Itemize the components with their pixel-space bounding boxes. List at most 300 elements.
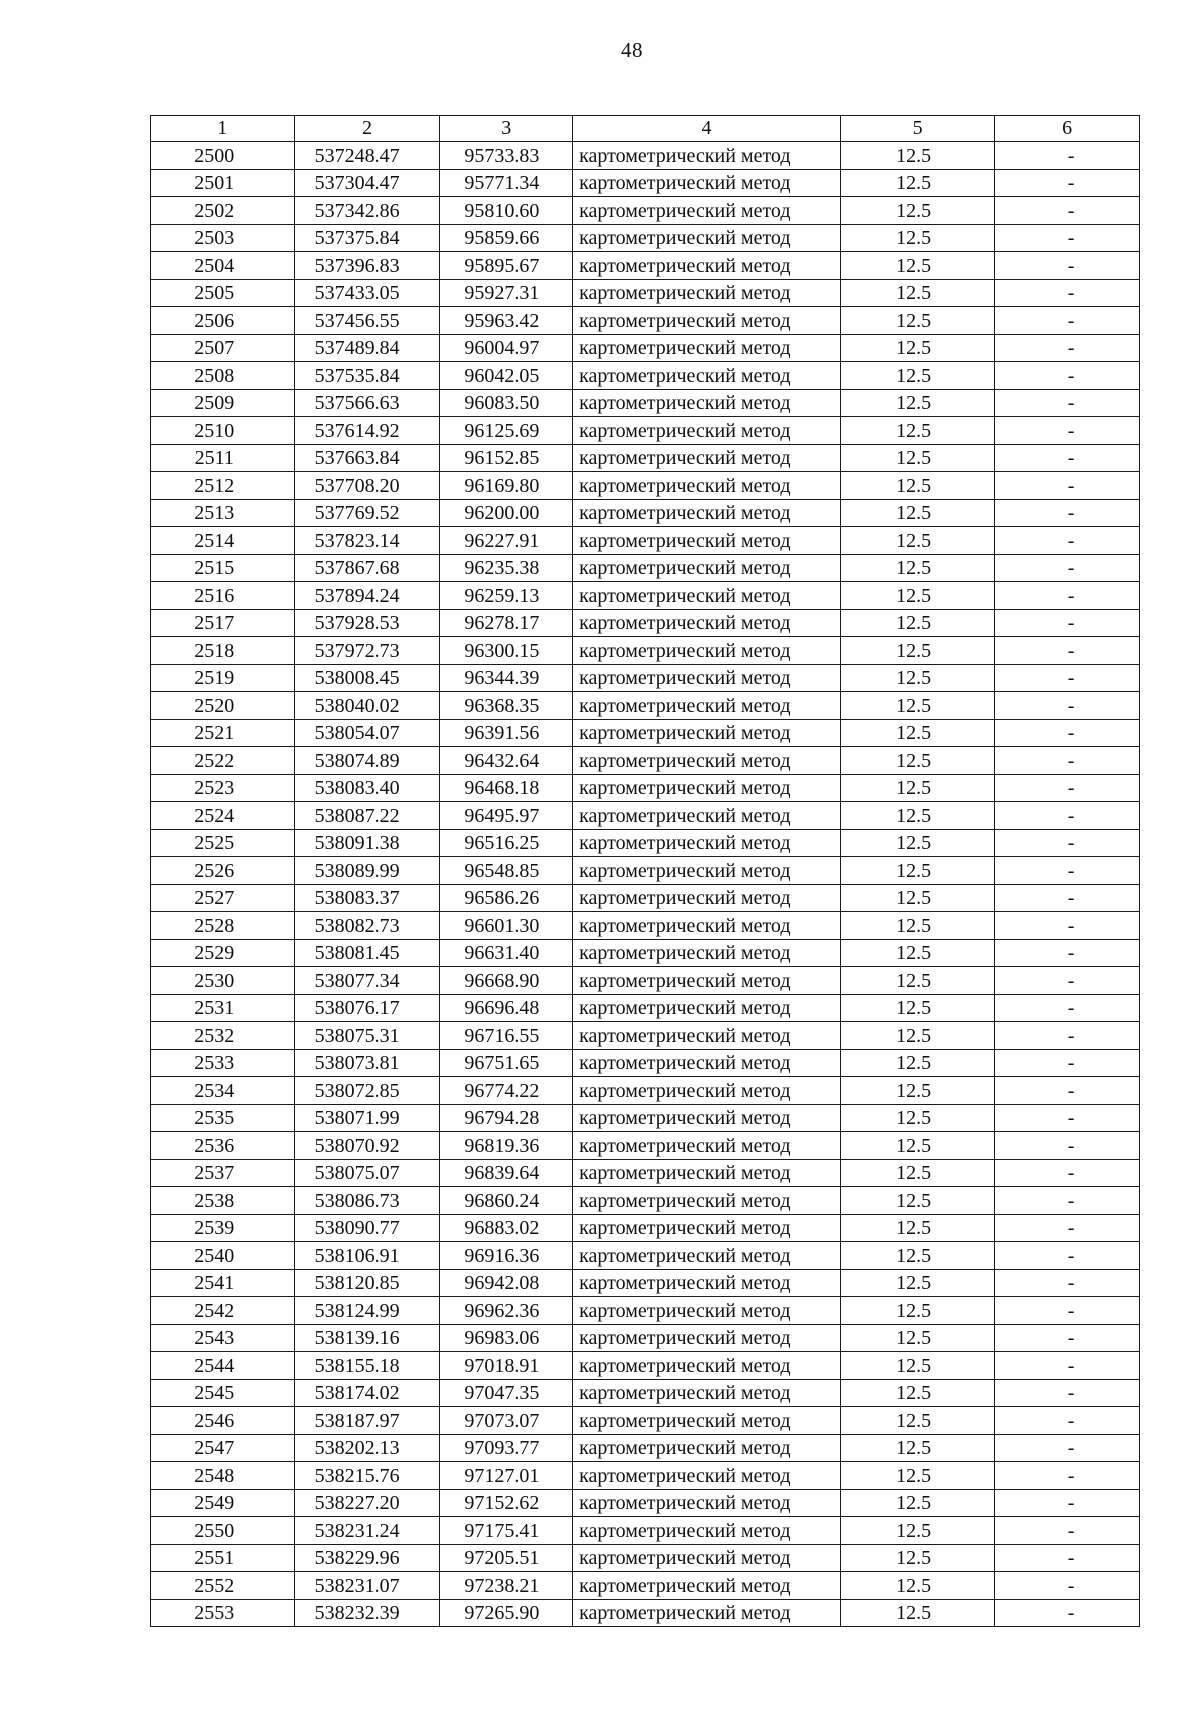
point-number-cell: 2529 (151, 939, 295, 967)
precision-cell: 12.5 (840, 472, 994, 500)
point-number-cell: 2538 (151, 1187, 295, 1215)
precision-cell: 12.5 (840, 1544, 994, 1572)
y-coordinate-cell: 96983.06 (440, 1324, 573, 1352)
x-coordinate-cell: 538232.39 (294, 1599, 440, 1627)
point-number-cell: 2500 (151, 142, 295, 170)
y-coordinate-cell: 97175.41 (440, 1517, 573, 1545)
header-row (151, 116, 1140, 142)
table-row (151, 527, 1140, 555)
point-number-cell: 2545 (151, 1379, 295, 1407)
x-coordinate-cell: 538008.45 (294, 664, 440, 692)
x-coordinate-cell: 538072.85 (294, 1077, 440, 1105)
precision-cell: 12.5 (840, 637, 994, 665)
description-cell: - (995, 857, 1140, 885)
precision-cell: 12.5 (840, 1352, 994, 1380)
method-cell: картометрический метод (573, 252, 841, 280)
point-number-cell: 2548 (151, 1462, 295, 1490)
table-row (151, 1077, 1140, 1105)
description-cell: - (995, 1049, 1140, 1077)
precision-cell: 12.5 (840, 967, 994, 995)
table-row (151, 389, 1140, 417)
precision-cell: 12.5 (840, 334, 994, 362)
point-number-cell: 2519 (151, 664, 295, 692)
method-cell: картометрический метод (573, 1544, 841, 1572)
y-coordinate-cell: 96601.30 (440, 912, 573, 940)
description-cell: - (995, 994, 1140, 1022)
precision-cell: 12.5 (840, 1572, 994, 1600)
precision-cell: 12.5 (840, 527, 994, 555)
table-row (151, 554, 1140, 582)
method-cell: картометрический метод (573, 224, 841, 252)
description-cell: - (995, 417, 1140, 445)
table-row (151, 1544, 1140, 1572)
x-coordinate-cell: 538215.76 (294, 1462, 440, 1490)
precision-cell: 12.5 (840, 362, 994, 390)
y-coordinate-cell: 96259.13 (440, 582, 573, 610)
point-number-cell: 2552 (151, 1572, 295, 1600)
y-coordinate-cell: 97127.01 (440, 1462, 573, 1490)
point-number-cell: 2511 (151, 444, 295, 472)
method-cell: картометрический метод (573, 692, 841, 720)
y-coordinate-cell: 96819.36 (440, 1132, 573, 1160)
y-coordinate-cell: 96004.97 (440, 334, 573, 362)
table-row (151, 224, 1140, 252)
table-row (151, 1434, 1140, 1462)
column-header-1: 1 (151, 116, 295, 142)
x-coordinate-cell: 538082.73 (294, 912, 440, 940)
table-row (151, 362, 1140, 390)
description-cell: - (995, 664, 1140, 692)
y-coordinate-cell: 96432.64 (440, 747, 573, 775)
precision-cell: 12.5 (840, 912, 994, 940)
precision-cell: 12.5 (840, 1159, 994, 1187)
method-cell: картометрический метод (573, 582, 841, 610)
table-row (151, 857, 1140, 885)
table-row (151, 829, 1140, 857)
x-coordinate-cell: 538139.16 (294, 1324, 440, 1352)
column-header-2: 2 (294, 116, 440, 142)
description-cell: - (995, 472, 1140, 500)
point-number-cell: 2513 (151, 499, 295, 527)
description-cell: - (995, 252, 1140, 280)
table-row (151, 1352, 1140, 1380)
method-cell: картометрический метод (573, 1159, 841, 1187)
point-number-cell: 2515 (151, 554, 295, 582)
table-row (151, 747, 1140, 775)
description-cell: - (995, 389, 1140, 417)
x-coordinate-cell: 538229.96 (294, 1544, 440, 1572)
point-number-cell: 2521 (151, 719, 295, 747)
precision-cell: 12.5 (840, 554, 994, 582)
table-row (151, 444, 1140, 472)
table-row (151, 1159, 1140, 1187)
y-coordinate-cell: 96468.18 (440, 774, 573, 802)
y-coordinate-cell: 96586.26 (440, 884, 573, 912)
precision-cell: 12.5 (840, 252, 994, 280)
x-coordinate-cell: 538040.02 (294, 692, 440, 720)
description-cell: - (995, 1379, 1140, 1407)
precision-cell: 12.5 (840, 1599, 994, 1627)
description-cell: - (995, 774, 1140, 802)
point-number-cell: 2522 (151, 747, 295, 775)
precision-cell: 12.5 (840, 664, 994, 692)
description-cell: - (995, 747, 1140, 775)
point-number-cell: 2528 (151, 912, 295, 940)
table-row (151, 1187, 1140, 1215)
point-number-cell: 2551 (151, 1544, 295, 1572)
method-cell: картометрический метод (573, 1379, 841, 1407)
y-coordinate-cell: 96883.02 (440, 1214, 573, 1242)
point-number-cell: 2539 (151, 1214, 295, 1242)
precision-cell: 12.5 (840, 1297, 994, 1325)
x-coordinate-cell: 537867.68 (294, 554, 440, 582)
y-coordinate-cell: 97093.77 (440, 1434, 573, 1462)
method-cell: картометрический метод (573, 1022, 841, 1050)
method-cell: картометрический метод (573, 1352, 841, 1380)
table-row (151, 279, 1140, 307)
point-number-cell: 2532 (151, 1022, 295, 1050)
description-cell: - (995, 444, 1140, 472)
point-number-cell: 2506 (151, 307, 295, 335)
method-cell: картометрический метод (573, 499, 841, 527)
x-coordinate-cell: 537769.52 (294, 499, 440, 527)
x-coordinate-cell: 538081.45 (294, 939, 440, 967)
y-coordinate-cell: 95810.60 (440, 197, 573, 225)
description-cell: - (995, 499, 1140, 527)
table-row (151, 1599, 1140, 1627)
precision-cell: 12.5 (840, 939, 994, 967)
description-cell: - (995, 362, 1140, 390)
precision-cell: 12.5 (840, 1104, 994, 1132)
precision-cell: 12.5 (840, 1269, 994, 1297)
method-cell: картометрический метод (573, 637, 841, 665)
method-cell: картометрический метод (573, 279, 841, 307)
point-number-cell: 2510 (151, 417, 295, 445)
precision-cell: 12.5 (840, 197, 994, 225)
point-number-cell: 2502 (151, 197, 295, 225)
y-coordinate-cell: 95927.31 (440, 279, 573, 307)
method-cell: картометрический метод (573, 1599, 841, 1627)
method-cell: картометрический метод (573, 1572, 841, 1600)
precision-cell: 12.5 (840, 444, 994, 472)
x-coordinate-cell: 537342.86 (294, 197, 440, 225)
y-coordinate-cell: 97238.21 (440, 1572, 573, 1600)
description-cell: - (995, 912, 1140, 940)
point-number-cell: 2537 (151, 1159, 295, 1187)
y-coordinate-cell: 96774.22 (440, 1077, 573, 1105)
page-number: 48 (621, 38, 643, 62)
precision-cell: 12.5 (840, 1049, 994, 1077)
method-cell: картометрический метод (573, 1077, 841, 1105)
method-cell: картометрический метод (573, 857, 841, 885)
method-cell: картометрический метод (573, 939, 841, 967)
method-cell: картометрический метод (573, 362, 841, 390)
precision-cell: 12.5 (840, 169, 994, 197)
point-number-cell: 2523 (151, 774, 295, 802)
method-cell: картометрический метод (573, 1214, 841, 1242)
precision-cell: 12.5 (840, 499, 994, 527)
method-cell: картометрический метод (573, 169, 841, 197)
method-cell: картометрический метод (573, 389, 841, 417)
y-coordinate-cell: 96235.38 (440, 554, 573, 582)
precision-cell: 12.5 (840, 1379, 994, 1407)
x-coordinate-cell: 537456.55 (294, 307, 440, 335)
x-coordinate-cell: 537375.84 (294, 224, 440, 252)
description-cell: - (995, 1022, 1140, 1050)
point-number-cell: 2514 (151, 527, 295, 555)
coordinates-table (150, 115, 1140, 1627)
precision-cell: 12.5 (840, 142, 994, 170)
point-number-cell: 2535 (151, 1104, 295, 1132)
table-row (151, 1462, 1140, 1490)
table-row (151, 664, 1140, 692)
precision-cell: 12.5 (840, 389, 994, 417)
table-row (151, 1214, 1140, 1242)
precision-cell: 12.5 (840, 692, 994, 720)
x-coordinate-cell: 537708.20 (294, 472, 440, 500)
description-cell: - (995, 1489, 1140, 1517)
x-coordinate-cell: 538231.07 (294, 1572, 440, 1600)
method-cell: картометрический метод (573, 1242, 841, 1270)
precision-cell: 12.5 (840, 829, 994, 857)
method-cell: картометрический метод (573, 1489, 841, 1517)
x-coordinate-cell: 538089.99 (294, 857, 440, 885)
precision-cell: 12.5 (840, 609, 994, 637)
precision-cell: 12.5 (840, 747, 994, 775)
x-coordinate-cell: 538091.38 (294, 829, 440, 857)
y-coordinate-cell: 97073.07 (440, 1407, 573, 1435)
y-coordinate-cell: 96668.90 (440, 967, 573, 995)
point-number-cell: 2546 (151, 1407, 295, 1435)
method-cell: картометрический метод (573, 829, 841, 857)
precision-cell: 12.5 (840, 224, 994, 252)
y-coordinate-cell: 96125.69 (440, 417, 573, 445)
description-cell: - (995, 1599, 1140, 1627)
description-cell: - (995, 1077, 1140, 1105)
method-cell: картометрический метод (573, 1104, 841, 1132)
description-cell: - (995, 334, 1140, 362)
x-coordinate-cell: 538054.07 (294, 719, 440, 747)
precision-cell: 12.5 (840, 417, 994, 445)
x-coordinate-cell: 537489.84 (294, 334, 440, 362)
table-row (151, 1407, 1140, 1435)
precision-cell: 12.5 (840, 1187, 994, 1215)
x-coordinate-cell: 538083.40 (294, 774, 440, 802)
method-cell: картометрический метод (573, 1517, 841, 1545)
x-coordinate-cell: 538155.18 (294, 1352, 440, 1380)
description-cell: - (995, 554, 1140, 582)
description-cell: - (995, 224, 1140, 252)
x-coordinate-cell: 538090.77 (294, 1214, 440, 1242)
method-cell: картометрический метод (573, 1434, 841, 1462)
x-coordinate-cell: 537928.53 (294, 609, 440, 637)
table-row (151, 472, 1140, 500)
description-cell: - (995, 967, 1140, 995)
point-number-cell: 2524 (151, 802, 295, 830)
table-row (151, 197, 1140, 225)
description-cell: - (995, 609, 1140, 637)
precision-cell: 12.5 (840, 994, 994, 1022)
point-number-cell: 2504 (151, 252, 295, 280)
description-cell: - (995, 1269, 1140, 1297)
method-cell: картометрический метод (573, 1132, 841, 1160)
x-coordinate-cell: 538124.99 (294, 1297, 440, 1325)
description-cell: - (995, 1214, 1140, 1242)
x-coordinate-cell: 538120.85 (294, 1269, 440, 1297)
table-row (151, 1049, 1140, 1077)
x-coordinate-cell: 538202.13 (294, 1434, 440, 1462)
table-body (151, 142, 1140, 1627)
x-coordinate-cell: 538076.17 (294, 994, 440, 1022)
description-cell: - (995, 939, 1140, 967)
y-coordinate-cell: 97018.91 (440, 1352, 573, 1380)
method-cell: картометрический метод (573, 912, 841, 940)
method-cell: картометрический метод (573, 719, 841, 747)
point-number-cell: 2512 (151, 472, 295, 500)
y-coordinate-cell: 96042.05 (440, 362, 573, 390)
method-cell: картометрический метод (573, 802, 841, 830)
x-coordinate-cell: 537535.84 (294, 362, 440, 390)
x-coordinate-cell: 537614.92 (294, 417, 440, 445)
y-coordinate-cell: 97047.35 (440, 1379, 573, 1407)
y-coordinate-cell: 95771.34 (440, 169, 573, 197)
point-number-cell: 2503 (151, 224, 295, 252)
method-cell: картометрический метод (573, 774, 841, 802)
x-coordinate-cell: 538077.34 (294, 967, 440, 995)
x-coordinate-cell: 538231.24 (294, 1517, 440, 1545)
table-row (151, 307, 1140, 335)
table-row (151, 609, 1140, 637)
precision-cell: 12.5 (840, 582, 994, 610)
description-cell: - (995, 1517, 1140, 1545)
point-number-cell: 2501 (151, 169, 295, 197)
description-cell: - (995, 307, 1140, 335)
description-cell: - (995, 829, 1140, 857)
x-coordinate-cell: 537972.73 (294, 637, 440, 665)
table-row (151, 692, 1140, 720)
y-coordinate-cell: 96227.91 (440, 527, 573, 555)
y-coordinate-cell: 96962.36 (440, 1297, 573, 1325)
precision-cell: 12.5 (840, 1022, 994, 1050)
point-number-cell: 2549 (151, 1489, 295, 1517)
point-number-cell: 2534 (151, 1077, 295, 1105)
column-header-5: 5 (840, 116, 994, 142)
x-coordinate-cell: 538075.31 (294, 1022, 440, 1050)
precision-cell: 12.5 (840, 802, 994, 830)
description-cell: - (995, 279, 1140, 307)
precision-cell: 12.5 (840, 884, 994, 912)
table-row (151, 802, 1140, 830)
y-coordinate-cell: 96200.00 (440, 499, 573, 527)
point-number-cell: 2536 (151, 1132, 295, 1160)
method-cell: картометрический метод (573, 417, 841, 445)
method-cell: картометрический метод (573, 142, 841, 170)
x-coordinate-cell: 537663.84 (294, 444, 440, 472)
method-cell: картометрический метод (573, 884, 841, 912)
column-header-6: 6 (995, 116, 1140, 142)
table-row (151, 637, 1140, 665)
y-coordinate-cell: 96794.28 (440, 1104, 573, 1132)
method-cell: картометрический метод (573, 1462, 841, 1490)
point-number-cell: 2533 (151, 1049, 295, 1077)
point-number-cell: 2547 (151, 1434, 295, 1462)
table-row (151, 1379, 1140, 1407)
description-cell: - (995, 1544, 1140, 1572)
point-number-cell: 2527 (151, 884, 295, 912)
description-cell: - (995, 1104, 1140, 1132)
y-coordinate-cell: 96344.39 (440, 664, 573, 692)
table-row (151, 582, 1140, 610)
x-coordinate-cell: 537304.47 (294, 169, 440, 197)
method-cell: картометрический метод (573, 307, 841, 335)
point-number-cell: 2516 (151, 582, 295, 610)
table-row (151, 1572, 1140, 1600)
table-row (151, 417, 1140, 445)
table-row (151, 774, 1140, 802)
table-row (151, 884, 1140, 912)
precision-cell: 12.5 (840, 1242, 994, 1270)
table-row (151, 1104, 1140, 1132)
y-coordinate-cell: 96495.97 (440, 802, 573, 830)
x-coordinate-cell: 537433.05 (294, 279, 440, 307)
description-cell: - (995, 1159, 1140, 1187)
method-cell: картометрический метод (573, 472, 841, 500)
method-cell: картометрический метод (573, 994, 841, 1022)
table-header (151, 116, 1140, 142)
precision-cell: 12.5 (840, 1324, 994, 1352)
method-cell: картометрический метод (573, 444, 841, 472)
y-coordinate-cell: 96942.08 (440, 1269, 573, 1297)
x-coordinate-cell: 538083.37 (294, 884, 440, 912)
x-coordinate-cell: 538187.97 (294, 1407, 440, 1435)
method-cell: картометрический метод (573, 609, 841, 637)
description-cell: - (995, 142, 1140, 170)
y-coordinate-cell: 96083.50 (440, 389, 573, 417)
table-row (151, 142, 1140, 170)
table-row (151, 912, 1140, 940)
precision-cell: 12.5 (840, 1407, 994, 1435)
description-cell: - (995, 197, 1140, 225)
x-coordinate-cell: 538106.91 (294, 1242, 440, 1270)
x-coordinate-cell: 537566.63 (294, 389, 440, 417)
table-row (151, 1132, 1140, 1160)
precision-cell: 12.5 (840, 1517, 994, 1545)
point-number-cell: 2508 (151, 362, 295, 390)
description-cell: - (995, 719, 1140, 747)
table-row (151, 939, 1140, 967)
method-cell: картометрический метод (573, 334, 841, 362)
point-number-cell: 2541 (151, 1269, 295, 1297)
table-row (151, 499, 1140, 527)
point-number-cell: 2505 (151, 279, 295, 307)
description-cell: - (995, 1434, 1140, 1462)
precision-cell: 12.5 (840, 719, 994, 747)
method-cell: картометрический метод (573, 967, 841, 995)
point-number-cell: 2540 (151, 1242, 295, 1270)
description-cell: - (995, 1572, 1140, 1600)
description-cell: - (995, 1462, 1140, 1490)
precision-cell: 12.5 (840, 1077, 994, 1105)
table-row (151, 1242, 1140, 1270)
precision-cell: 12.5 (840, 1214, 994, 1242)
y-coordinate-cell: 96516.25 (440, 829, 573, 857)
table-row (151, 334, 1140, 362)
method-cell: картометрический метод (573, 527, 841, 555)
method-cell: картометрический метод (573, 197, 841, 225)
x-coordinate-cell: 537894.24 (294, 582, 440, 610)
y-coordinate-cell: 96839.64 (440, 1159, 573, 1187)
x-coordinate-cell: 538070.92 (294, 1132, 440, 1160)
